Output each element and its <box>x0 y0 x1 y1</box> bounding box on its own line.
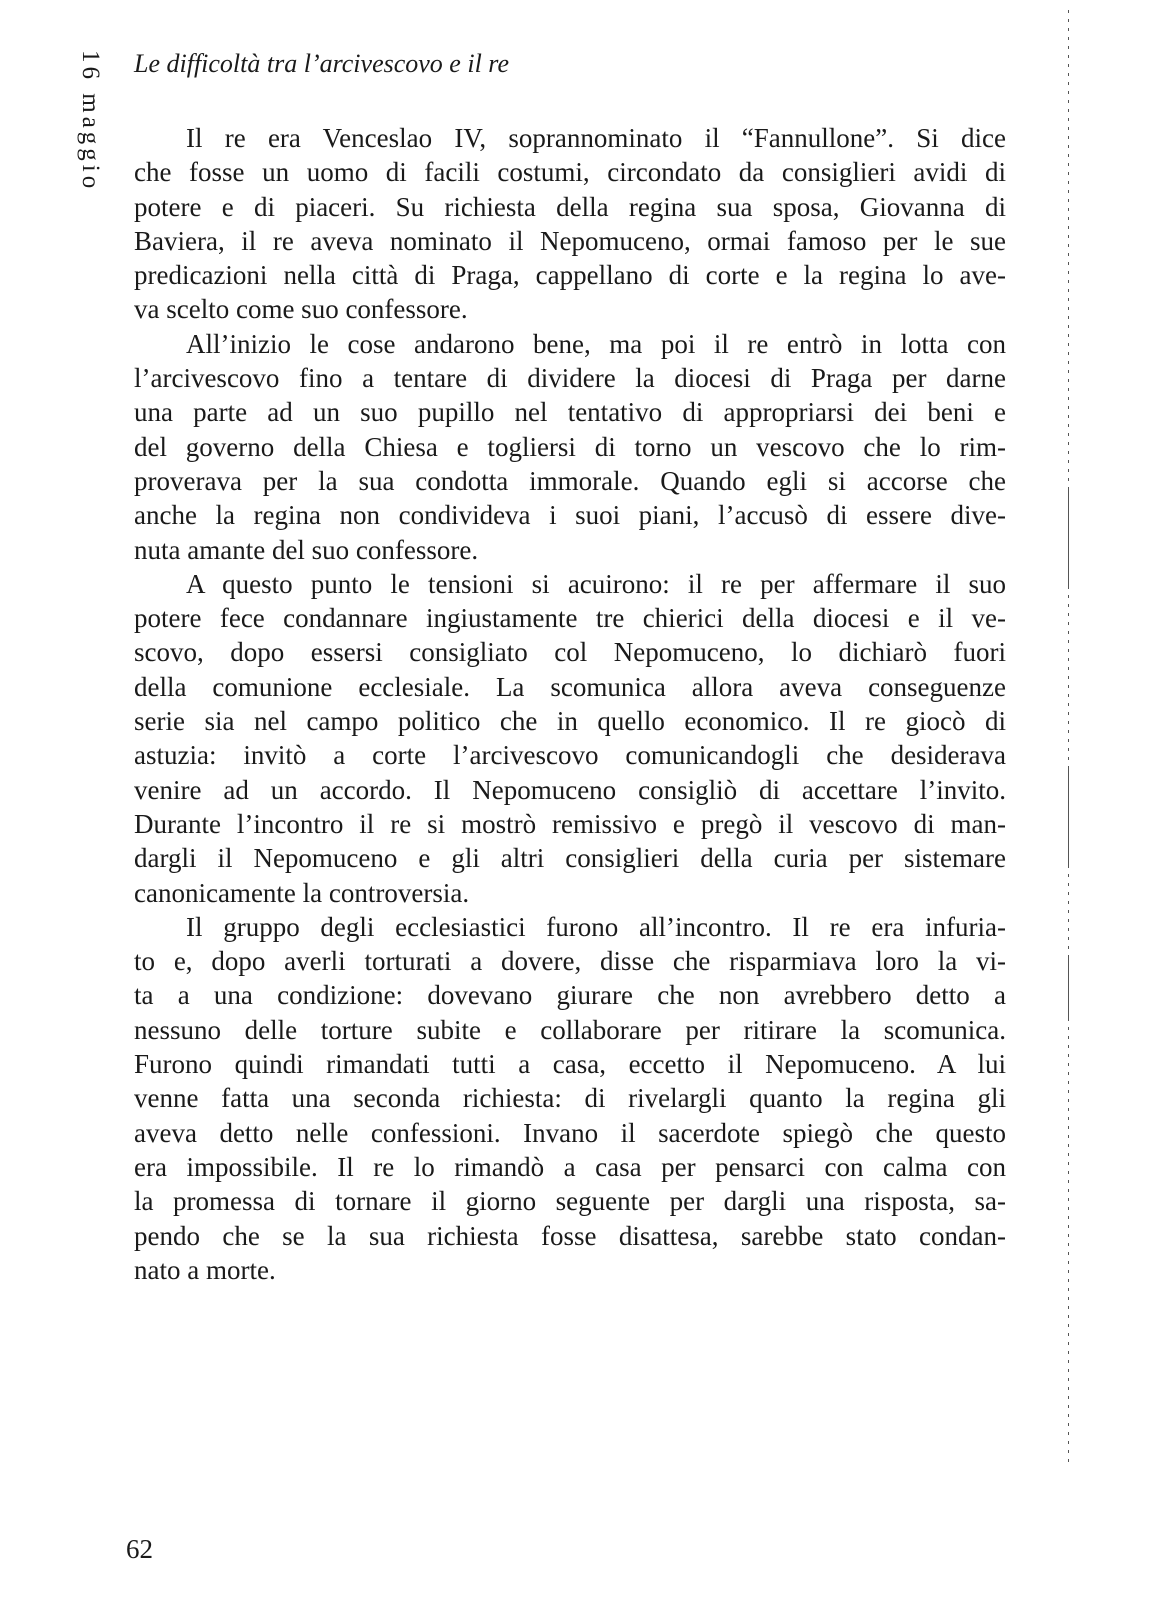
scan-edge-dot <box>1068 496 1069 505</box>
scan-edge-dot <box>1068 838 1069 847</box>
scan-edge-dot <box>1068 901 1069 904</box>
scan-edge-dot <box>1068 658 1069 661</box>
text-line: nessuno delle torture subite e collaborare per ritirare la scomunica. <box>134 1014 1006 1045</box>
scan-edge-dot <box>1068 1153 1069 1156</box>
scan-edge-dot <box>1068 568 1069 577</box>
text-line: Furono quindi rimandati tutti a casa, eccetto il Nepomuceno. A lui <box>134 1049 1006 1080</box>
scan-edge-dot <box>1068 253 1069 256</box>
scan-edge-dot <box>1068 181 1069 184</box>
scan-edge-dot <box>1068 622 1069 625</box>
scan-edge-dot <box>1068 883 1069 886</box>
scan-edge-dot <box>1068 1189 1069 1192</box>
scan-edge-dot <box>1068 172 1069 175</box>
scan-edge-dot <box>1068 865 1069 868</box>
scan-edge-dot <box>1068 847 1069 856</box>
text-line: che fosse un uomo di facili costumi, circondato da consiglieri avidi di <box>134 157 1006 188</box>
body-text <box>134 121 1006 1287</box>
text-line: pendo che se la sua richiesta fosse disattesa, sarebbe stato condan- <box>134 1220 1006 1251</box>
scan-edge-dot <box>1068 28 1069 31</box>
scan-edge-dot <box>1068 1000 1069 1009</box>
scan-edge-dot <box>1068 1261 1069 1264</box>
scan-edge-dot <box>1068 1090 1069 1093</box>
scan-edge-dot <box>1068 532 1069 541</box>
text-line: della comunione ecclesiale. La scomunica allora aveva conseguenze <box>134 671 1006 702</box>
scan-edge-dot <box>1068 1225 1069 1228</box>
scan-edge-dot <box>1068 982 1069 991</box>
scan-edge-dot <box>1068 406 1069 409</box>
scan-edge-dot <box>1068 1009 1069 1018</box>
scan-edge-dot <box>1068 1369 1069 1372</box>
text-line: astuzia: invitò a corte l’arcivescovo comunicandogli che desiderava <box>134 740 1006 771</box>
scan-edge-dot <box>1068 640 1069 643</box>
scan-edge-dot <box>1068 1414 1069 1417</box>
text-line: anche la regina non condivideva i suoi piani, l’accusò di essere dive- <box>134 500 1006 531</box>
scan-edge-dot <box>1068 1027 1069 1030</box>
text-line: potere e di piaceri. Su richiesta della regina sua sposa, Giovanna di <box>134 191 1006 222</box>
scan-edge-dot <box>1068 271 1069 274</box>
side-label-text: 16 maggio <box>77 50 104 193</box>
page-number: 62 <box>126 1534 153 1564</box>
scan-edge-dot <box>1068 1315 1069 1318</box>
scan-edge-dot <box>1068 55 1069 58</box>
scan-edge-dot <box>1068 577 1069 586</box>
scan-edge-dot <box>1068 442 1069 445</box>
scan-edge-dot <box>1068 730 1069 733</box>
scan-edge-dot <box>1068 1333 1069 1336</box>
scan-edge-dot <box>1068 676 1069 679</box>
scan-edge-dot <box>1068 397 1069 400</box>
text-line: proverava per la sua condotta immorale. Quando egli si accorse che <box>134 465 1006 496</box>
scan-edge-dot <box>1068 739 1069 742</box>
scan-edge-dot <box>1068 451 1069 454</box>
scan-edge-dot <box>1068 1135 1069 1138</box>
scan-edge-dot <box>1068 874 1069 877</box>
text-line: All’inizio le cose andarono bene, ma poi il re entrò in lotta con <box>186 328 1006 359</box>
scan-edge-dot <box>1068 235 1069 238</box>
scan-edge-dot <box>1068 91 1069 94</box>
scan-edge-dot <box>1068 1450 1069 1453</box>
scan-edge-dot <box>1068 541 1069 550</box>
scan-edge-dot <box>1068 46 1069 49</box>
scan-edge-dot <box>1068 64 1069 67</box>
scan-edge-dot <box>1068 289 1069 292</box>
scan-edge-dot <box>1068 1162 1069 1165</box>
scan-edge-dot <box>1068 946 1069 949</box>
scan-edge-dot <box>1068 370 1069 373</box>
scan-edge-dot <box>1068 856 1069 865</box>
scan-edge-dot <box>1068 352 1069 355</box>
scan-edge-dot <box>1068 703 1069 706</box>
scan-edge-dot <box>1068 802 1069 811</box>
scan-edge-dot <box>1068 433 1069 436</box>
scan-edge-dot <box>1068 721 1069 724</box>
scan-edge-dot <box>1068 487 1069 496</box>
scan-edge-dot <box>1068 82 1069 85</box>
side-label-date <box>70 50 110 250</box>
scan-edge-dot <box>1068 190 1069 193</box>
scan-edge-dot <box>1068 1234 1069 1237</box>
scan-edge-dot <box>1068 361 1069 364</box>
text-line: predicazioni nella città di Praga, cappellano di corte e la regina lo ave- <box>134 260 1006 291</box>
text-line: va scelto come suo confessore. <box>134 294 468 325</box>
scan-edge-dot <box>1068 712 1069 715</box>
text-line: era impossibile. Il re lo rimandò a casa per pensarci con calma con <box>134 1151 1006 1182</box>
scan-edge-dot <box>1068 685 1069 688</box>
scan-edge-dot <box>1068 694 1069 697</box>
scan-edge-dot <box>1068 478 1069 481</box>
scan-edge-dot <box>1068 784 1069 793</box>
scan-edge-dot <box>1068 163 1069 166</box>
scan-edge-dot <box>1068 514 1069 523</box>
scan-edge-dot <box>1068 334 1069 337</box>
scan-edge-dot <box>1068 1108 1069 1111</box>
scan-edge-dot <box>1068 1036 1069 1039</box>
scan-edge-dot <box>1068 766 1069 775</box>
scan-edge-dot <box>1068 595 1069 598</box>
scan-edge-dot <box>1068 910 1069 913</box>
scan-edge-dot <box>1068 820 1069 829</box>
scan-edge-dot <box>1068 379 1069 382</box>
scan-edge-dot <box>1068 1270 1069 1273</box>
scan-edge-dot <box>1068 1360 1069 1363</box>
scan-edge-dot <box>1068 118 1069 121</box>
scan-edge-dot <box>1068 262 1069 265</box>
scan-edge-dot <box>1068 559 1069 568</box>
scan-edge-dot <box>1068 316 1069 319</box>
scan-edge-dot <box>1068 100 1069 103</box>
scan-edge-dot <box>1068 1063 1069 1066</box>
scan-edge-dot <box>1068 136 1069 139</box>
scan-edge-dot <box>1068 1324 1069 1327</box>
scan-edge-dot <box>1068 1081 1069 1084</box>
scan-edge-dot <box>1068 325 1069 328</box>
scan-edge-dot <box>1068 793 1069 802</box>
text-line: scovo, dopo essersi consigliato col Nepomuceno, lo dichiarò fuori <box>134 637 1006 668</box>
scan-edge-dot <box>1068 1441 1069 1444</box>
scan-edge-dot <box>1068 343 1069 346</box>
scan-edge-dot <box>1068 1117 1069 1120</box>
scan-edge-dot <box>1068 244 1069 247</box>
scan-edge-dot <box>1068 460 1069 463</box>
scan-edge-dot <box>1068 505 1069 514</box>
scan-edge-dot <box>1068 424 1069 427</box>
scan-edge-dot <box>1068 1198 1069 1201</box>
scan-edge-dot <box>1068 217 1069 220</box>
scan-edge-dot <box>1068 550 1069 559</box>
text-line: to e, dopo averli torturati a dovere, disse che risparmiava loro la vi- <box>134 946 1006 977</box>
scan-edge-dot <box>1068 631 1069 634</box>
scan-edge-dot <box>1068 1054 1069 1057</box>
scan-edge-dot <box>1068 415 1069 418</box>
text-line: ta a una condizione: dovevano giurare che non avrebbero detto a <box>134 980 1006 1011</box>
text-line: la promessa di tornare il giorno seguente per dargli una risposta, sa- <box>134 1186 1006 1217</box>
scan-edge-dot <box>1068 1045 1069 1048</box>
scan-edge-dot <box>1068 964 1069 973</box>
text-line: nuta amante del suo confessore. <box>134 534 479 565</box>
scan-edge-dot <box>1068 1387 1069 1390</box>
text-line: Durante l’incontro il re si mostrò remissivo e pregò il vescovo di man- <box>134 808 1006 839</box>
text-line: A questo punto le tensioni si acuirono: il re per affermare il suo <box>186 568 1006 599</box>
scan-edge-dot <box>1068 1423 1069 1426</box>
scan-edge-dot <box>1068 937 1069 940</box>
scan-edge-dot <box>1068 1288 1069 1291</box>
scan-edge-dot <box>1068 10 1069 13</box>
text-line: nato a morte. <box>134 1254 276 1285</box>
scan-edge-dot <box>1068 280 1069 283</box>
scan-edge-marks <box>1066 0 1072 1600</box>
scan-edge-dot <box>1068 388 1069 391</box>
scan-edge-dot <box>1068 928 1069 931</box>
scan-edge-dot <box>1068 1252 1069 1255</box>
scan-edge-dot <box>1068 1396 1069 1399</box>
text-line: Il re era Venceslao IV, soprannominato il “Fannullone”. Si dice <box>186 123 1006 153</box>
scan-edge-dot <box>1068 1171 1069 1174</box>
scan-edge-dot <box>1068 613 1069 616</box>
text-line: canonicamente la controversia. <box>134 877 470 908</box>
scan-edge-dot <box>1068 1297 1069 1300</box>
scan-edge-dot <box>1068 226 1069 229</box>
scan-edge-dot <box>1068 1018 1069 1021</box>
scan-edge-dot <box>1068 757 1069 760</box>
scan-edge-dot <box>1068 1099 1069 1102</box>
scan-edge-dot <box>1068 307 1069 310</box>
scan-edge-dot <box>1068 127 1069 130</box>
scan-edge-dot <box>1068 19 1069 22</box>
scan-edge-dot <box>1068 649 1069 652</box>
scan-edge-dot <box>1068 1351 1069 1354</box>
text-line: venire ad un accordo. Il Nepomuceno consigliò di accettare l’invito. <box>134 774 1006 805</box>
scan-edge-dot <box>1068 955 1069 964</box>
scan-edge-dot <box>1068 1243 1069 1246</box>
text-line: del governo della Chiesa e togliersi di torno un vescovo che lo rim- <box>134 431 1006 462</box>
scan-edge-dot <box>1068 775 1069 784</box>
text-line: venne fatta una seconda richiesta: di rivelargli quanto la regina gli <box>134 1083 1006 1114</box>
text-line: una parte ad un suo pupillo nel tentativo di appropriarsi dei beni e <box>134 397 1006 428</box>
scan-edge-dot <box>1068 1342 1069 1345</box>
scan-edge-dot <box>1068 973 1069 982</box>
scan-edge-dot <box>1068 1279 1069 1282</box>
scan-edge-dot <box>1068 109 1069 112</box>
scan-edge-dot <box>1068 154 1069 157</box>
scan-edge-dot <box>1068 523 1069 532</box>
scan-edge-dot <box>1068 1459 1069 1462</box>
scan-edge-dot <box>1068 991 1069 1000</box>
scan-edge-dot <box>1068 37 1069 40</box>
scan-edge-dot <box>1068 1144 1069 1147</box>
scan-edge-dot <box>1068 1072 1069 1075</box>
scan-edge-dot <box>1068 1378 1069 1381</box>
scan-edge-dot <box>1068 829 1069 838</box>
text-line: l’arcivescovo fino a tentare di dividere la diocesi di Praga per darne <box>134 363 1006 394</box>
text-line: potere fece condannare ingiustamente tre chierici della diocesi e il ve- <box>134 603 1006 634</box>
scan-edge-dot <box>1068 1126 1069 1129</box>
scan-edge-dot <box>1068 469 1069 472</box>
scan-edge-dot <box>1068 145 1069 148</box>
scan-edge-dot <box>1068 604 1069 607</box>
scan-edge-dot <box>1068 1216 1069 1219</box>
text-line: Il gruppo degli ecclesiastici furono all’incontro. Il re era infuria- <box>186 911 1006 942</box>
scan-edge-dot <box>1068 208 1069 211</box>
scan-edge-dot <box>1068 586 1069 589</box>
scan-edge-dot <box>1068 298 1069 301</box>
scan-edge-dot <box>1068 1405 1069 1408</box>
text-line: serie sia nel campo politico che in quello economico. Il re giocò di <box>134 706 1006 737</box>
scan-edge-dot <box>1068 199 1069 202</box>
scan-edge-dot <box>1068 1180 1069 1183</box>
scan-edge-dot <box>1068 1306 1069 1309</box>
scan-edge-dot <box>1068 1432 1069 1435</box>
scan-edge-dot <box>1068 811 1069 820</box>
text-line: Baviera, il re aveva nominato il Nepomuceno, ormai famoso per le sue <box>134 225 1006 256</box>
scan-edge-dot <box>1068 892 1069 895</box>
scan-edge-dot <box>1068 748 1069 751</box>
text-line: dargli il Nepomuceno e gli altri consiglieri della curia per sistemare <box>134 843 1006 874</box>
scan-edge-dot <box>1068 667 1069 670</box>
running-head: Le difficoltà tra l’arcivescovo e il re <box>134 49 509 78</box>
scan-edge-dot <box>1068 919 1069 922</box>
scan-edge-dot <box>1068 1207 1069 1210</box>
scan-edge-dot <box>1068 73 1069 76</box>
text-line: aveva detto nelle confessioni. Invano il sacerdote spiegò che questo <box>134 1117 1006 1148</box>
